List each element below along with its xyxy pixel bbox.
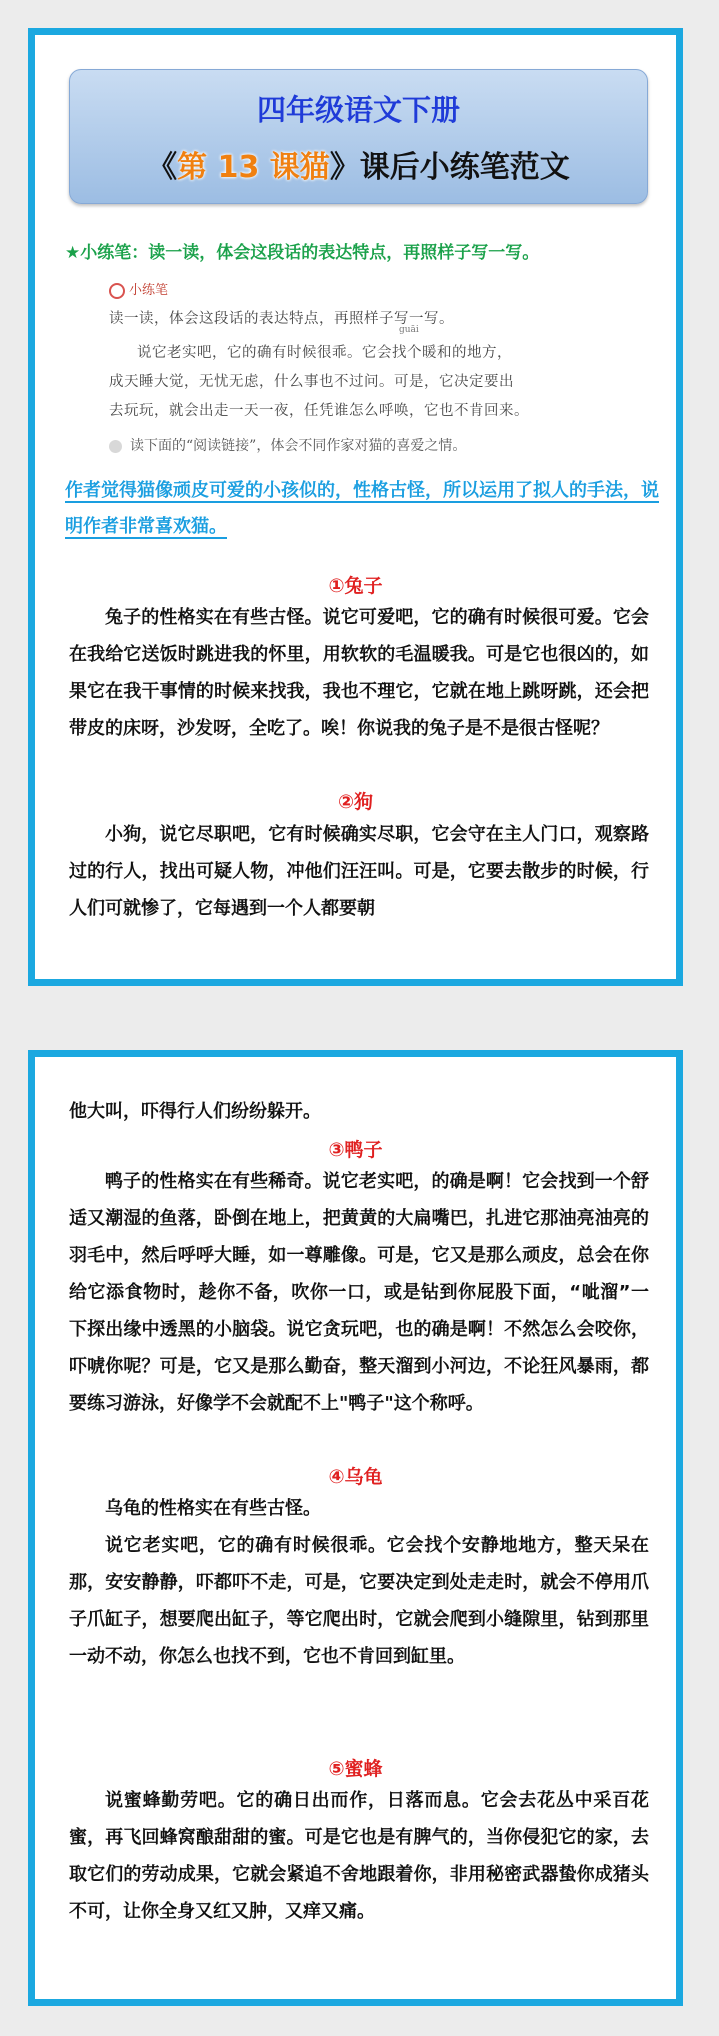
excerpt-tag xyxy=(109,279,168,299)
excerpt-line: 去玩玩，就会出走一天一夜，任凭谁怎么呼唤，它也不肯回来。 xyxy=(109,403,529,419)
section-heading: ⑤蜜蜂 xyxy=(328,1758,383,1780)
paragraph-continuation: 他大叫，吓得行人们纷纷躲开。 xyxy=(69,1101,321,1122)
reading-hint-text: 读下面的“阅读链接”，体会不同作家对猫的喜爱之情。 xyxy=(130,438,467,454)
paragraph: 说蜜蜂勤劳吧。它的确日出而作，日落而息。它会去花丛中采百花蜜，再飞回蜂窝酿甜甜的蜜。可是它也是有脾气的，当你侵犯它的家，去取它们的劳动成果，它就会紧追不舍地跟着你，非用秘密武器蛰你成猪头不可，让你全身又红又肿，又痒又痛。 xyxy=(69,1790,649,1922)
pencil-icon xyxy=(109,283,125,299)
author-summary xyxy=(65,473,665,545)
title-bracket-open: 《 xyxy=(147,150,178,185)
excerpt-line: 成天睡大觉，无忧无虑，什么事也不过问。可是，它决定要出 xyxy=(109,374,514,390)
reading-hint xyxy=(109,435,466,455)
section-heading: ①兔子 xyxy=(328,575,383,597)
section-heading: ②狗 xyxy=(337,791,374,813)
excerpt-line: 读一读，体会这段话的表达特点，再照样子写一写。 xyxy=(109,311,454,327)
excerpt-line: 说它老实吧，它的确有时候很乖。它会找个暖和的地方， xyxy=(137,345,512,361)
section-heading: ④乌龟 xyxy=(328,1466,383,1488)
author-summary-text: 作者觉得猫像顽皮可爱的小孩似的，性格古怪，所以运用了拟人的手法，说明作者非常喜欢猫。 xyxy=(65,480,659,537)
paragraph: 鸭子的性格实在有些稀奇。说它老实吧，的确是啊！它会找到一个舒适又潮湿的鱼落，卧倒在地上，把黄黄的大扁嘴巴，扎进它那油亮油亮的羽毛中，然后呼呼大睡，如一尊雕像。可是，它又是那么顽皮，总会在你给它添食物时，趁你不备，吹你一口，或是钻到你屁股下面，“呲溜”一下探出缘中透黑的小脑袋。说它贪玩吧，也的确是啊！不然怎么会咬你，吓唬你呢？可是，它又是那么勤奋，整天溜到小河边，不论狂风暴雨，都要练习游泳，好像学不会就配不上"鸭子"这个称呼。 xyxy=(69,1171,649,1414)
page-panel-1 xyxy=(28,28,683,986)
paragraph: 乌龟的性格实在有些古怪。 xyxy=(105,1498,321,1519)
bullet-circle-icon xyxy=(109,440,122,453)
paragraph: 说它老实吧，它的确有时候很乖。它会找个安静地地方，整天呆在那，安安静静，吓都吓不走，可是，它要决定到处走走时，就会不停用爪子爪缸子，想要爬出缸子，等它爬出时，它就会爬到小缝隙里，钻到那里一动不动，你怎么也找不到，它也不肯回到缸里。 xyxy=(69,1535,649,1667)
textbook-excerpt xyxy=(109,279,629,459)
title-rest: 》课后小练笔范文 xyxy=(329,150,570,185)
paragraph: 小狗，说它尽职吧，它有时候确实尽职，它会守在主人门口，观察路过的行人，找出可疑人物，冲他们汪汪叫。可是，它要去散步的时候，行人们可就惨了，它每遇到一个人都要朝 xyxy=(69,824,649,919)
lesson-name: 第 13 课猫 xyxy=(177,150,330,185)
excerpt-tag-label: 小练笔 xyxy=(129,283,169,298)
title-banner xyxy=(69,69,648,204)
pinyin-annotation: guāi xyxy=(399,325,419,335)
paragraph: 兔子的性格实在有些古怪。说它可爱吧，它的确有时候很可爱。它会在我给它送饭时跳进我的怀里，用软软的毛温暖我。可是它也很凶的，如果它在我干事情的时候来找我，我也不理它，它就在地上跳呀跳，还会把带皮的床呀，沙发呀，全吃了。唉！你说我的兔子是不是很古怪呢？ xyxy=(69,607,649,739)
practice-task: ★小练笔：读一读，体会这段话的表达特点，再照样子写一写。 xyxy=(65,243,540,263)
page-title-grade: 四年级语文下册 xyxy=(256,93,460,127)
page-title-lesson xyxy=(70,142,647,186)
page-panel-2 xyxy=(28,1050,683,2006)
section-heading: ③鸭子 xyxy=(328,1139,383,1161)
